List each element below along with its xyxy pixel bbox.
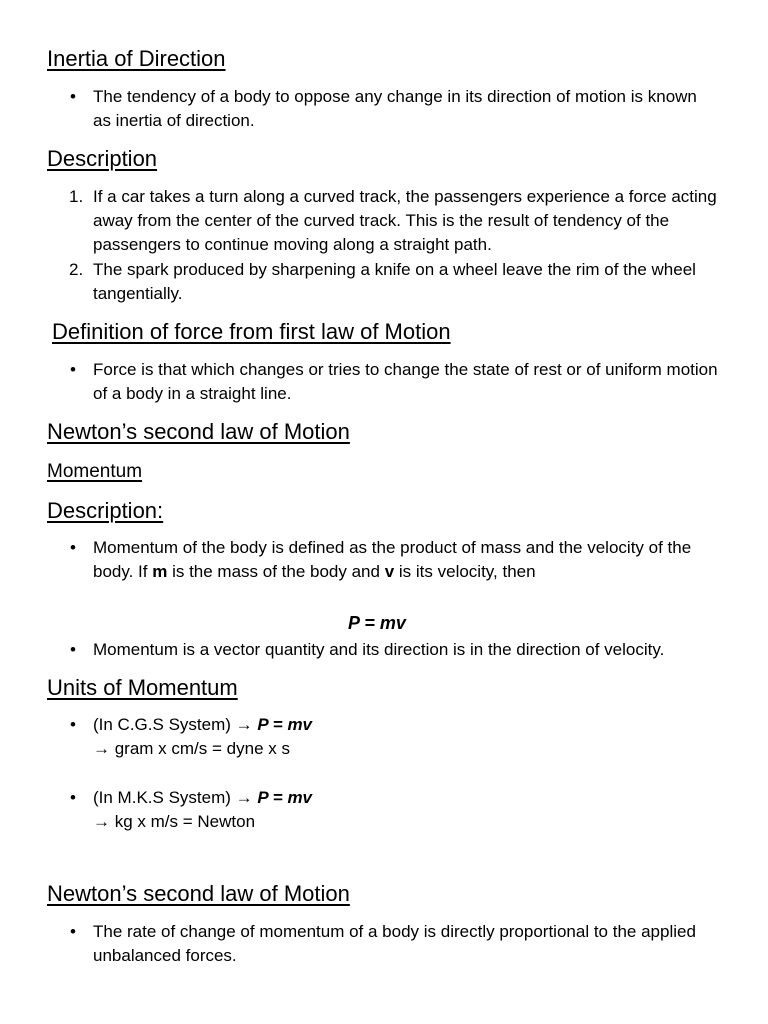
heading-inertia-of-direction: Inertia of Direction <box>47 46 226 71</box>
cgs-unit-result: → gram x cm/s = dyne x s <box>93 739 290 758</box>
mass-symbol: m <box>152 562 168 581</box>
heading-units-of-momentum: Units of Momentum <box>47 675 238 700</box>
bullet-marker: • <box>70 922 76 941</box>
description-item-1: If a car takes a turn along a curved track, the passengers experience a force acting away from the center of the curved track. This is the result of tendency of the passengers to continue moving along a straight path. <box>93 187 717 254</box>
heading-newtons-second-law-2: Newton’s second law of Motion <box>47 881 350 906</box>
description-item-2: The spark produced by sharpening a knife on a wheel leave the rim of the wheel tangentially. <box>93 260 696 303</box>
inertia-definition-text: The tendency of a body to oppose any change in its direction of motion is known as inertia of direction. <box>93 87 697 130</box>
momentum-equation: P = mv <box>348 613 406 633</box>
bullet-marker: • <box>70 538 76 557</box>
second-law-statement: The rate of change of momentum of a body is directly proportional to the applied unbalanced forces. <box>93 922 696 965</box>
momentum-vector-text: Momentum is a vector quantity and its direction is in the direction of velocity. <box>93 640 665 659</box>
heading-momentum: Momentum <box>47 461 143 482</box>
cgs-equation: P = mv <box>257 715 313 734</box>
list-number: 1. <box>69 187 84 206</box>
bullet-marker: • <box>70 715 76 734</box>
heading-definition-of-force: Definition of force from first law of Motion <box>52 319 451 344</box>
velocity-symbol: v <box>384 562 395 581</box>
mks-unit-line: (In M.K.S System) → P = mv <box>93 788 313 807</box>
mks-equation: P = mv <box>257 788 313 807</box>
bullet-marker: • <box>70 640 76 659</box>
bullet-marker: • <box>70 87 76 106</box>
force-definition-text: Force is that which changes or tries to change the state of rest or of uniform motion of a body in a straight line. <box>93 360 718 403</box>
heading-newtons-second-law: Newton’s second law of Motion <box>47 419 350 444</box>
momentum-definition-text: Momentum of the body is defined as the product of mass and the velocity of the body. If m is the mass of the body and v is its velocity, then <box>93 538 692 581</box>
bullet-marker: • <box>70 360 76 379</box>
heading-description: Description <box>47 146 158 171</box>
mks-unit-result: → kg x m/s = Newton <box>93 812 256 831</box>
list-number: 2. <box>69 260 84 279</box>
bullet-marker: • <box>70 788 76 807</box>
cgs-unit-line: (In C.G.S System) → P = mv <box>93 715 313 734</box>
heading-description-momentum: Description: <box>47 498 164 523</box>
